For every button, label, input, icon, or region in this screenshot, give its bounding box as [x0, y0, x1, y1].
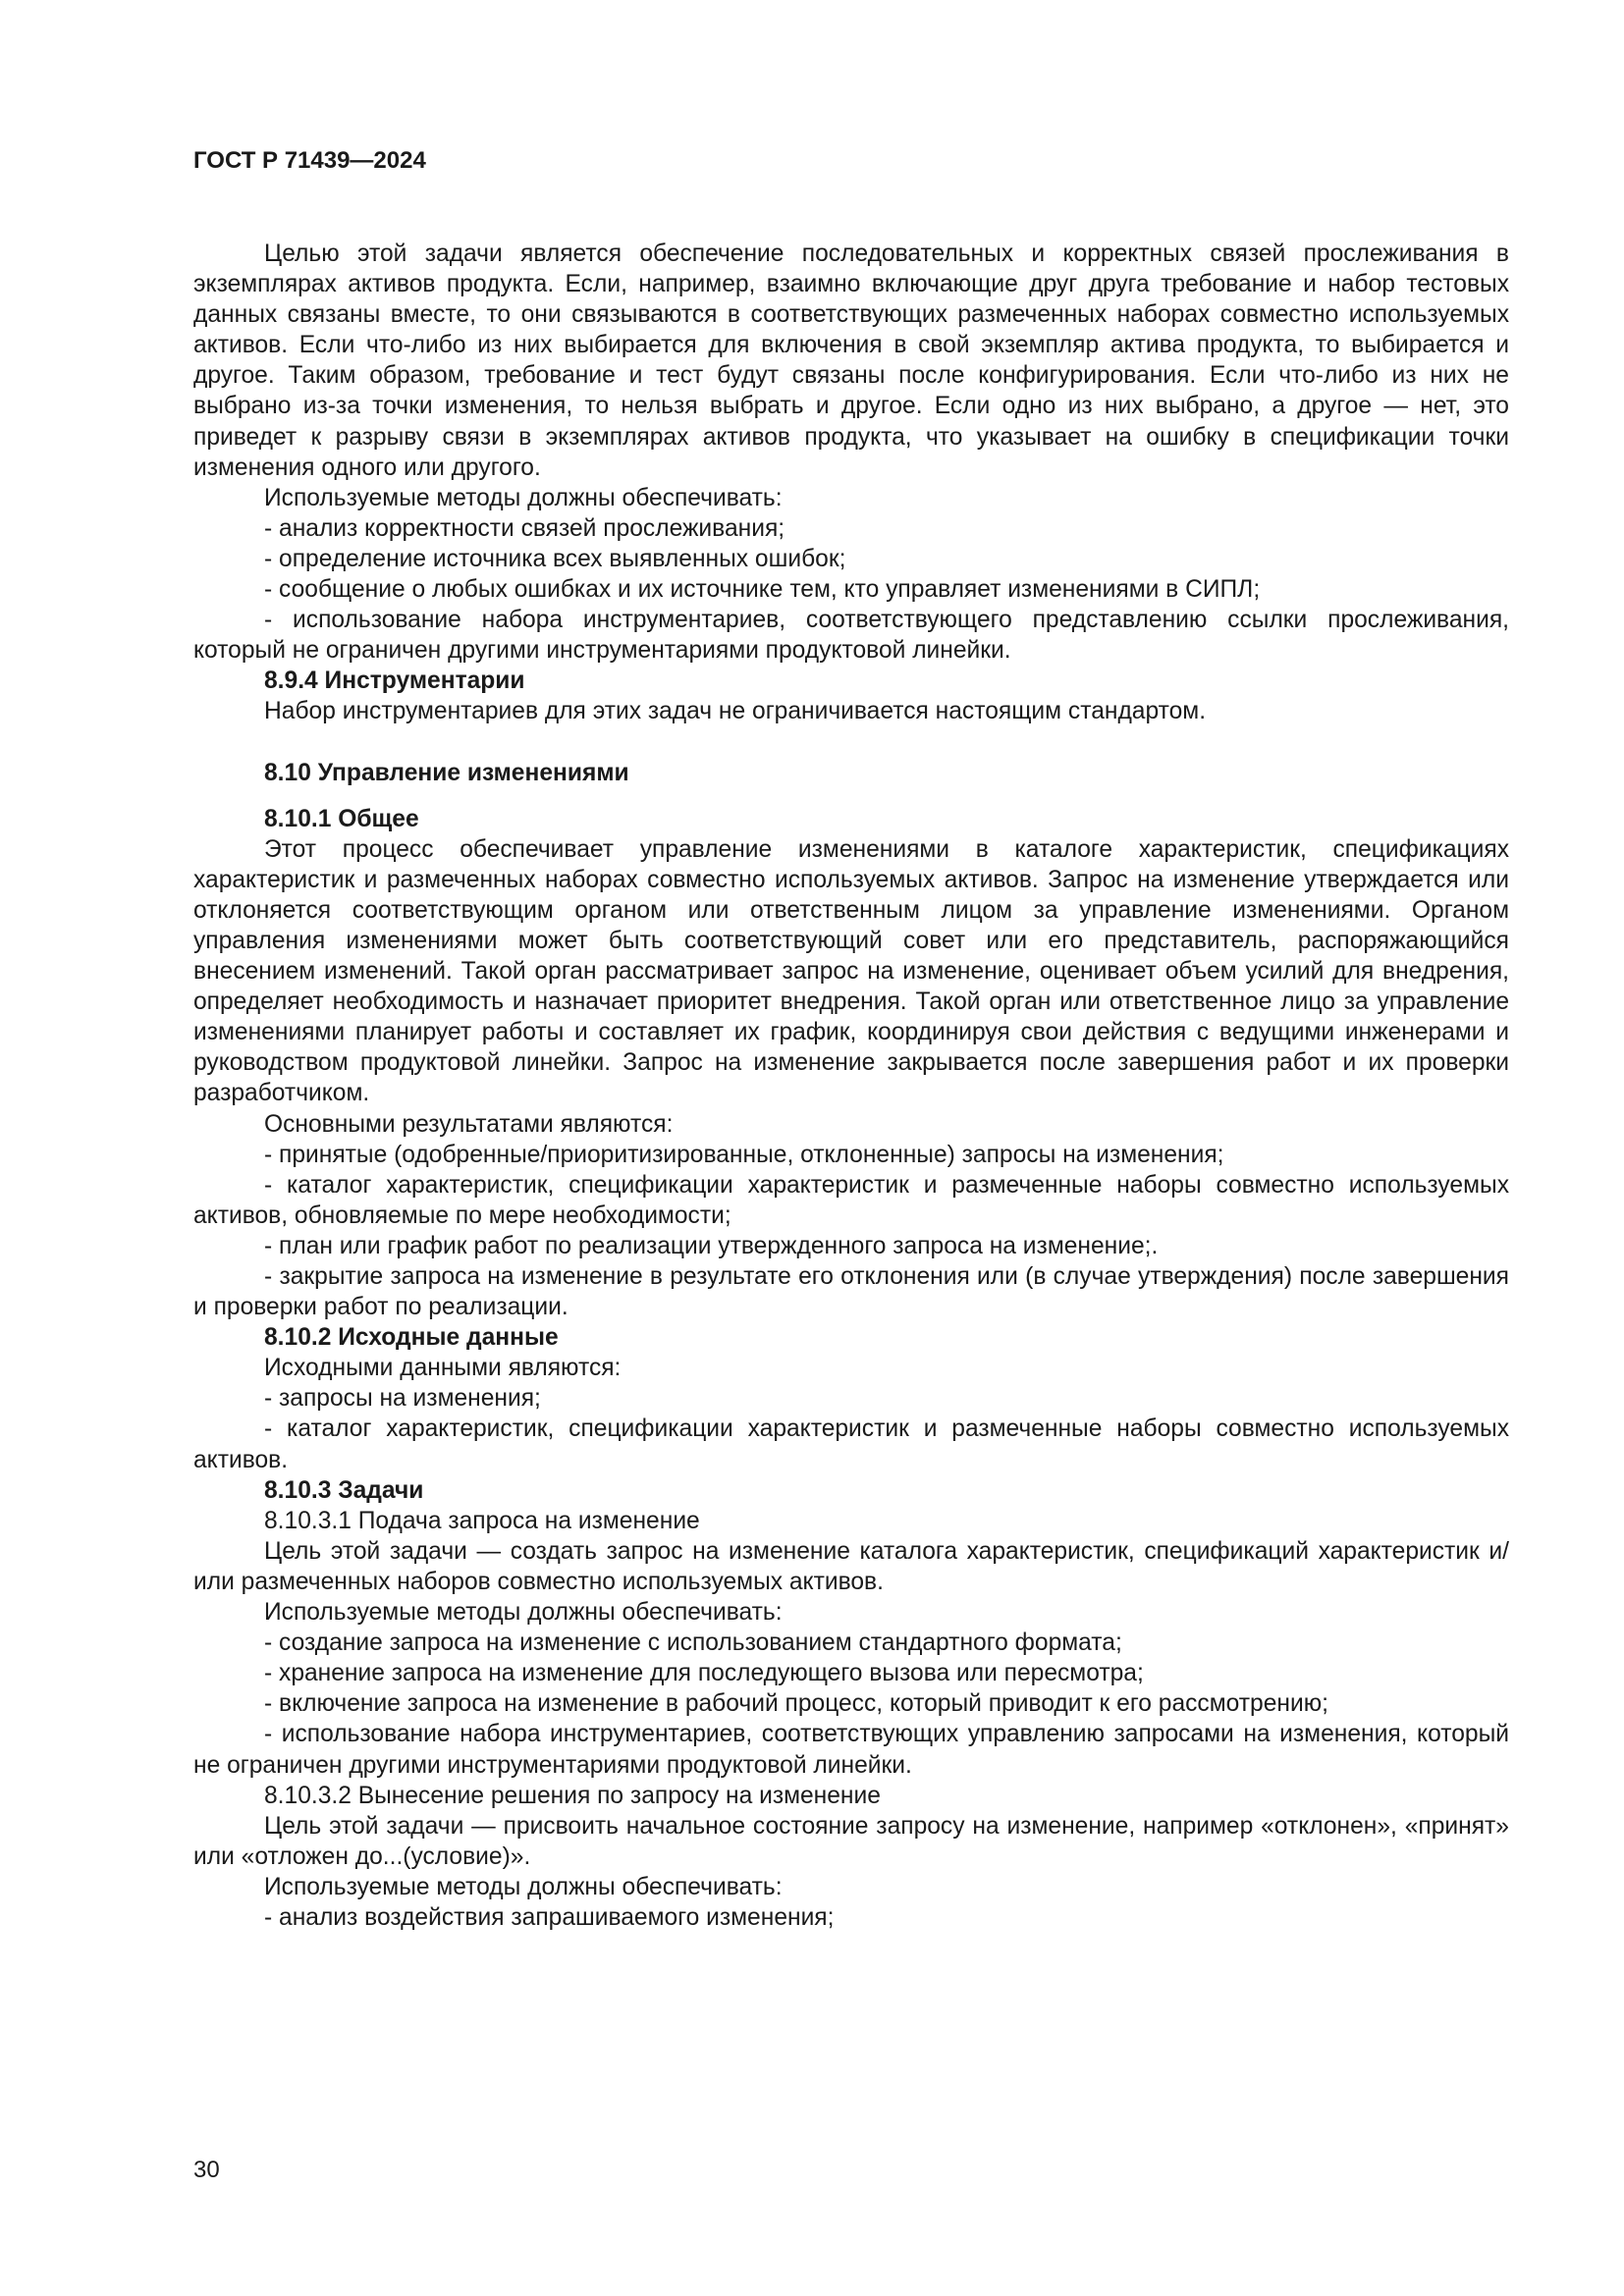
list-item: - использование набора инструментариев, соответствующих управлению запросами на изменения, который не ограничен другими инструментариями продуктовой линейки. — [193, 1721, 1509, 1779]
list-item: - принятые (одобренные/приоритизированные, отклоненные) запросы на изменения; — [264, 1141, 1224, 1168]
list-item: - анализ корректности связей прослеживания; — [264, 514, 785, 542]
list-item: - анализ воздействия запрашиваемого изменения; — [264, 1903, 835, 1931]
list-item: - план или график работ по реализации утвержденного запроса на изменение;. — [264, 1232, 1159, 1259]
document-header: ГОСТ Р 71439—2024 — [193, 147, 426, 174]
paragraph: Набор инструментариев для этих задач не ограничивается настоящим стандартом. — [264, 698, 1207, 725]
paragraph: Этот процесс обеспечивает управление изменениями в каталоге характеристик, спецификациях характеристик и размеченных наборах совместно используемых активов. Запрос на изменение утверждается или отклоняется соответствующим органом или ответственным лицом за управление изменениями. Органом управления изменениями может быть соответствующий совет или его представитель, распоряжающийся внесением изменений. Такой орган рассматривает запрос на изменение, оценивает объем усилий для внедрения, определяет необходимость и назначает приоритет внедрения. Такой орган или ответственное лицо за управление изменениями планирует работы и составляет их график, координируя свои действия с ведущими инженерами и руководством продуктовой линейки. Запрос на изменение закрывается после завершения работ и их проверки разработчиком. — [193, 835, 1509, 1107]
document-body — [193, 239, 1509, 1933]
subsection-title-8-10-3-1: 8.10.3.1 Подача запроса на изменение — [264, 1507, 700, 1534]
section-heading-8-10-2: 8.10.2 Исходные данные — [264, 1324, 559, 1352]
paragraph: Используемые методы должны обеспечивать: — [264, 484, 783, 511]
paragraph: Используемые методы должны обеспечивать: — [264, 1599, 783, 1627]
list-item: - сообщение о любых ошибках и их источнике тем, кто управляет изменениями в СИПЛ; — [264, 576, 1261, 604]
list-item: - каталог характеристик, спецификации характеристик и размеченные наборы совместно используемых активов, обновляемые по мере необходимости; — [193, 1171, 1509, 1229]
section-heading-8-10: 8.10 Управление изменениями — [264, 759, 629, 786]
paragraph: Используемые методы должны обеспечивать: — [264, 1873, 783, 1900]
section-heading-8-9-4: 8.9.4 Инструментарии — [264, 667, 525, 695]
section-heading-8-10-3: 8.10.3 Задачи — [264, 1476, 424, 1504]
paragraph: Целью этой задачи является обеспечение последовательных и корректных связей прослеживания в экземплярах активов продукта. Если, например, взаимно включающие друг друга требование и набор тестовых данных связаны вместе, то они связываются в соответствующих размеченных наборах совместно используемых активов. Если что-либо из них выбирается для включения в свой экземпляр актива продукта, то выбирается и другое. Таким образом, требование и тест будут связаны после конфигурирования. Если что-либо из них не выбрано из-за точки изменения, то нельзя выбрать и другое. Если одно из них выбрано, а другое — нет, это приведет к разрыву связи в экземплярах активов продукта, что указывает на ошибку в спецификации точки изменения одного или другого. — [193, 240, 1509, 481]
page-number: 30 — [193, 2157, 220, 2183]
list-item: - закрытие запроса на изменение в результате его отклонения или (в случае утверждения) после завершения и проверки работ по реализации. — [193, 1263, 1509, 1321]
list-item: - включение запроса на изменение в рабочий процесс, который приводит к его рассмотрению; — [264, 1690, 1328, 1718]
document-page — [193, 145, 1509, 1933]
paragraph: Исходными данными являются: — [264, 1355, 622, 1382]
paragraph: Цель этой задачи — создать запрос на изменение каталога характеристик, спецификаций характеристик и/или размеченных наборов совместно используемых активов. — [193, 1537, 1509, 1595]
section-heading-8-10-1: 8.10.1 Общее — [264, 805, 419, 832]
subsection-title-8-10-3-2: 8.10.3.2 Вынесение решения по запросу на изменение — [264, 1782, 881, 1809]
paragraph: Основными результатами являются: — [264, 1110, 674, 1138]
list-item: - создание запроса на изменение с использованием стандартного формата; — [264, 1629, 1122, 1657]
list-item: - каталог характеристик, спецификации характеристик и размеченные наборы совместно используемых активов. — [193, 1415, 1509, 1473]
list-item: - использование набора инструментариев, соответствующего представлению ссылки прослеживания, который не ограничен другими инструментариями продуктовой линейки. — [193, 607, 1509, 665]
list-item: - определение источника всех выявленных ошибок; — [264, 545, 846, 572]
list-item: - запросы на изменения; — [264, 1385, 541, 1413]
list-item: - хранение запроса на изменение для последующего вызова или пересмотра; — [264, 1660, 1144, 1687]
paragraph: Цель этой задачи — присвоить начальное состояние запросу на изменение, например «отклонен», «принят» или «отложен до...(условие)». — [193, 1812, 1509, 1870]
